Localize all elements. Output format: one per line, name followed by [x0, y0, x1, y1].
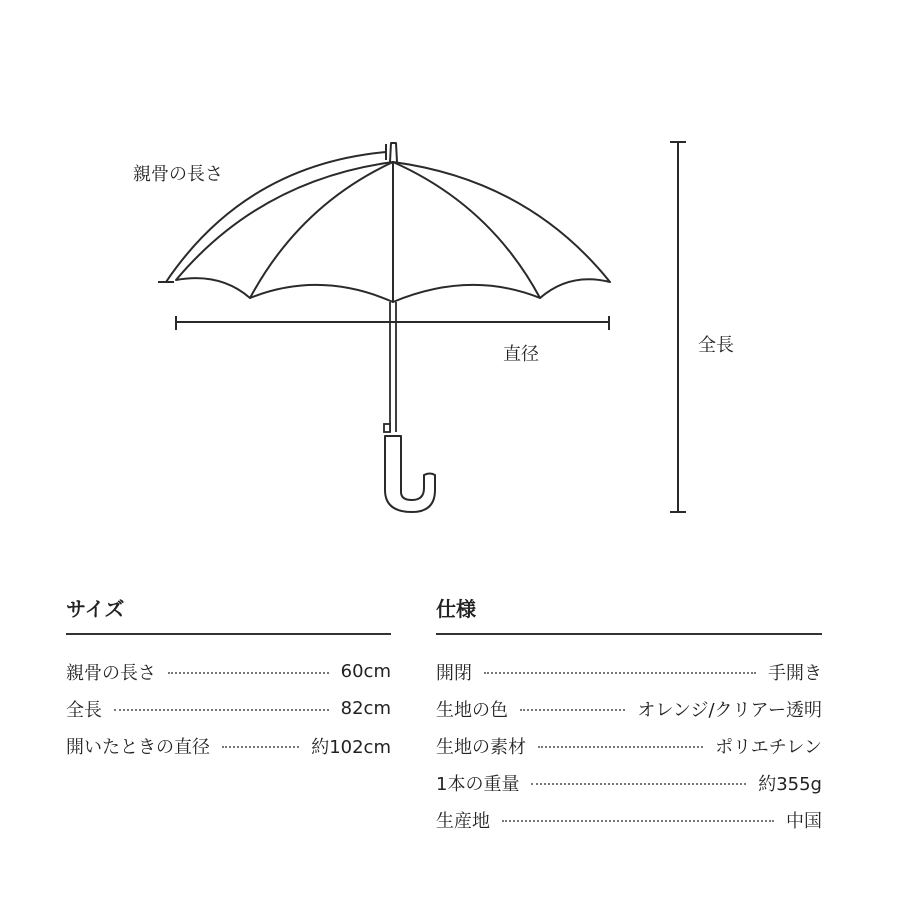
spec-section-title: 仕様	[436, 597, 476, 621]
spec-row-label: 開閉	[436, 662, 472, 684]
size-row-label: 開いたときの直径	[66, 736, 210, 758]
leader-dots	[168, 672, 329, 674]
total-length-label: 全長	[698, 335, 734, 356]
spec-row-origin	[436, 801, 822, 838]
leader-dots	[520, 709, 625, 711]
leader-dots	[222, 746, 299, 748]
size-row-value: 60cm	[340, 661, 391, 682]
spec-row-fabric-color	[436, 690, 822, 727]
diameter-label: 直径	[503, 344, 539, 365]
spec-row-weight	[436, 764, 822, 801]
size-section	[66, 595, 391, 764]
umbrella-tip	[390, 143, 397, 162]
spec-row-label: 生地の色	[436, 699, 508, 721]
size-row-total-length	[66, 690, 391, 727]
size-section-divider	[66, 633, 391, 635]
size-row-open-diameter	[66, 727, 391, 764]
canopy-rib-right	[393, 162, 540, 298]
rib-length-label: 親骨の長さ	[133, 164, 223, 185]
size-row-value: 82cm	[340, 698, 391, 719]
spec-section	[436, 595, 822, 838]
size-row-label: 親骨の長さ	[66, 662, 156, 684]
spec-row-value: 中国	[786, 810, 822, 832]
spec-row-value: ポリエチレン	[715, 736, 822, 758]
size-row-value: 約102cm	[311, 736, 391, 758]
size-section-title: サイズ	[66, 597, 125, 621]
spec-row-label: 生地の素材	[436, 736, 526, 758]
spec-row-value: 手開き	[768, 662, 822, 684]
leader-dots	[538, 746, 703, 748]
size-row-rib-length	[66, 653, 391, 690]
spec-row-label: 生産地	[436, 810, 490, 832]
leader-dots	[502, 820, 774, 822]
spec-row-opening	[436, 653, 822, 690]
umbrella-handle	[385, 436, 435, 512]
canopy-rib-left	[250, 162, 393, 298]
spec-row-value: 約355g	[758, 773, 822, 795]
spec-row-value: オレンジ/クリアー透明	[637, 699, 822, 721]
leader-dots	[531, 783, 746, 785]
spec-section-divider	[436, 633, 822, 635]
shaft-button	[384, 424, 390, 432]
leader-dots	[114, 709, 329, 711]
spec-row-label: 1本の重量	[436, 773, 520, 795]
spec-row-fabric-material	[436, 727, 822, 764]
leader-dots	[484, 672, 756, 674]
size-row-label: 全長	[66, 699, 102, 721]
